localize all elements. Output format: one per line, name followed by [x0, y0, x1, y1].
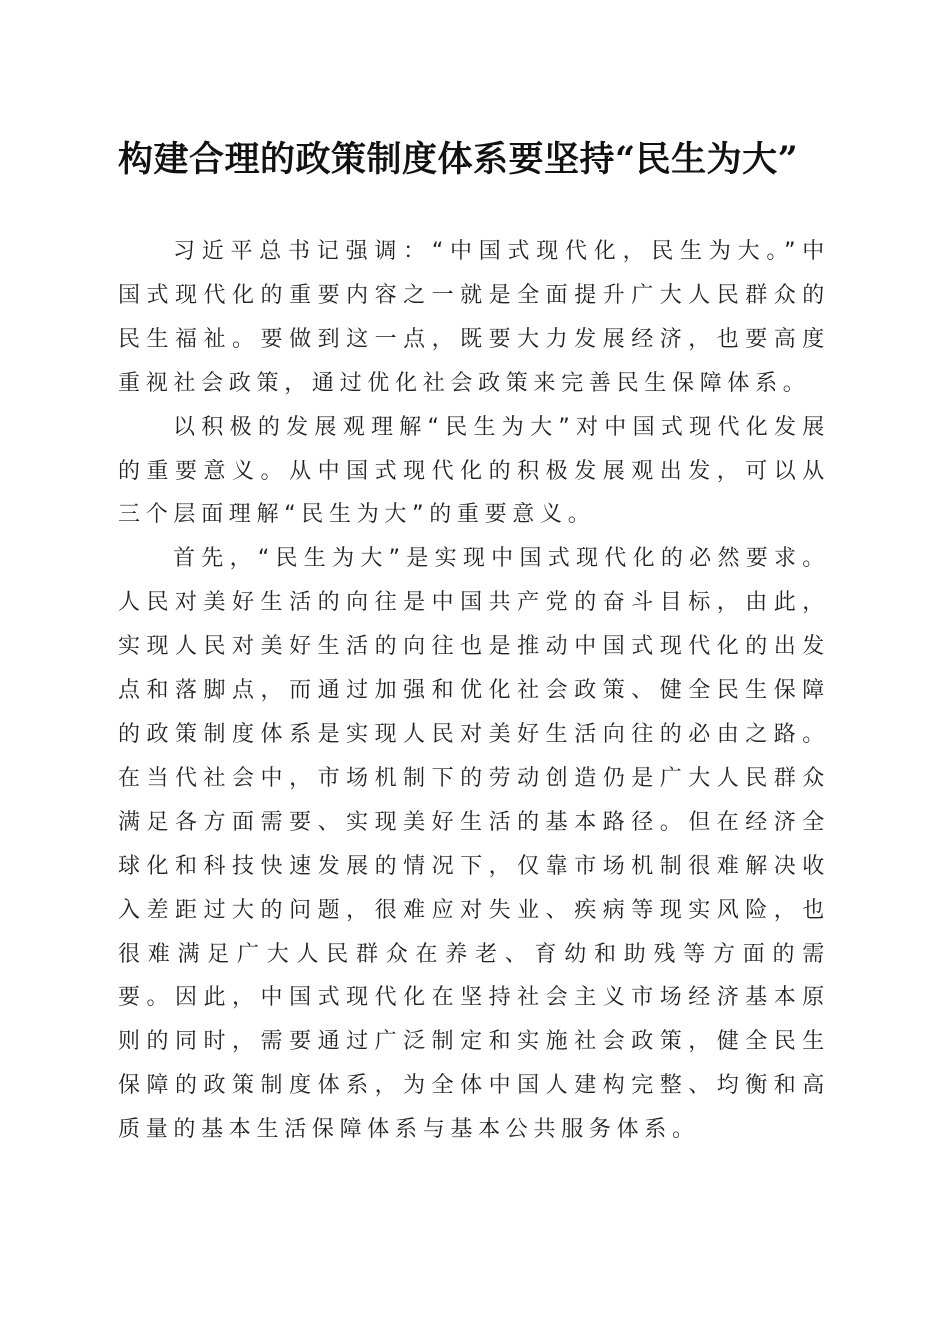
document-body [118, 230, 830, 1152]
document-title: 构建合理的政策制度体系要坚持“民生为大” [118, 139, 799, 180]
paragraph-3: 首先，“民生为大”是实现中国式现代化的必然要求。人民对美好生活的向往是中国共产党的奋斗目标，由此，实现人民对美好生活的向往也是推动中国式现代化的出发点和落脚点，而通过加强和优化社会政策、健全民生保障的政策制度体系是实现人民对美好生活向往的必由之路。在当代社会中，市场机制下的劳动创造仍是广大人民群众满足各方面需要、实现美好生活的基本路径。但在经济全球化和科技快速发展的情况下，仅靠市场机制很难解决收入差距过大的问题，很难应对失业、疾病等现实风险，也很难满足广大人民群众在养老、育幼和助残等方面的需要。因此，中国式现代化在坚持社会主义市场经济基本原则的同时，需要通过广泛制定和实施社会政策，健全民生保障的政策制度体系，为全体中国人建构完整、均衡和高质量的基本生活保障体系与基本公共服务体系。 [118, 546, 830, 1143]
paragraph-1: 习近平总书记强调：“中国式现代化，民生为大。”中国式现代化的重要内容之一就是全面提升广大人民群众的民生福祉。要做到这一点，既要大力发展经济，也要高度重视社会政策，通过优化社会政策来完善民生保障体系。 [118, 239, 830, 396]
paragraph-2: 以积极的发展观理解“民生为大”对中国式现代化发展的重要意义。从中国式现代化的积极发展观出发，可以从三个层面理解“民生为大”的重要意义。 [118, 414, 830, 528]
